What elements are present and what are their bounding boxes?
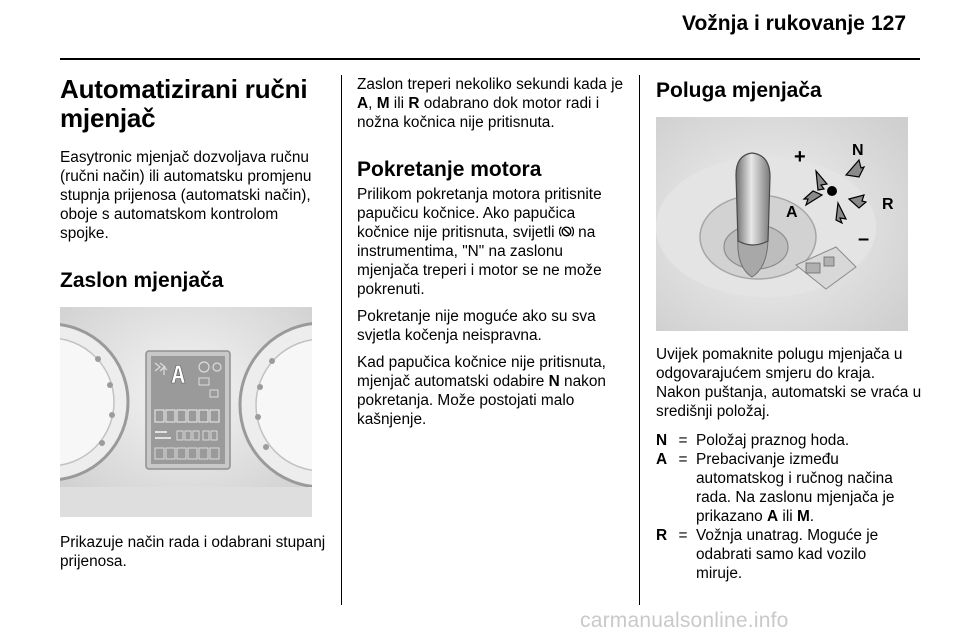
- lever-minus-label: –: [858, 228, 870, 250]
- definition-n: N = Položaj praznog hoda.: [656, 432, 850, 449]
- definition-a: A = Prebacivanje između automatskog i ručnog načina rada. Na zaslonu mjenjača je prikazano A ili M.: [656, 451, 895, 525]
- lever-plus-label: +: [794, 146, 806, 168]
- display-gear-letter: A: [171, 361, 186, 389]
- page-number: 127: [871, 12, 907, 35]
- running-head: Vožnja i rukovanje: [682, 12, 865, 35]
- section-title-starting: Pokretanje motora: [357, 158, 542, 181]
- lever-definitions: [656, 431, 922, 583]
- gear-lever-illustration: [656, 117, 908, 331]
- display-flash-paragraph: Zaslon treperi nekoliko sekundi kada je A, M ili R odabrano dok motor radi i nožna kočnica nije pritisnuta.: [357, 76, 624, 131]
- column-divider-2: [639, 75, 640, 605]
- column-divider-1: [341, 75, 342, 605]
- brake-lights-paragraph: Pokretanje nije moguće ako su sva svjetla kočenja neispravna.: [357, 308, 596, 344]
- intro-paragraph: Easytronic mjenjač dozvoljava ručnu (ručni način) ili automatsku promjenu stupnja prijenosa (automatski način), oboje s automatskom kontrolom spojke.: [60, 149, 312, 242]
- chapter-title: Automatizirani ručni mjenjač: [60, 74, 308, 133]
- header-rule: [60, 58, 920, 60]
- display-caption: Prikazuje način rada i odabrani stupanj prijenosa.: [60, 534, 326, 570]
- lever-a-label: A: [786, 204, 798, 221]
- lever-paragraph: Uvijek pomaknite polugu mjenjača u odgovarajućem smjeru do kraja. Nakon puštanja, automatski se vraća u središnji položaj.: [656, 346, 922, 420]
- lever-n-label: N: [852, 142, 864, 159]
- gear-display-illustration: [60, 307, 312, 517]
- section-title-lever: Poluga mjenjača: [656, 79, 822, 102]
- column-1: [60, 75, 328, 571]
- column-3: [656, 75, 922, 583]
- column-2: [357, 75, 625, 429]
- neutral-paragraph: Kad papučica kočnice nije pritisnuta, mjenjač automatski odabire N nakon pokretanja. Može postojati malo kašnjenje.: [357, 354, 606, 428]
- section-title-display: Zaslon mjenjača: [60, 269, 224, 292]
- brake-warning-icon: [559, 224, 574, 239]
- watermark: carmanualsonline.info: [580, 609, 789, 632]
- definition-r: R = Vožnja unatrag. Moguće je odabrati samo kad vozilo miruje.: [656, 527, 879, 582]
- starting-paragraph: Prilikom pokretanja motora pritisnite papučicu kočnice. Ako papučica kočnice nije pritisnuta, svijetli na instrumentima, "N" na zaslonu mjenjača treperi i motor se ne može pokrenuti.: [357, 186, 602, 298]
- lever-r-label: R: [882, 196, 894, 213]
